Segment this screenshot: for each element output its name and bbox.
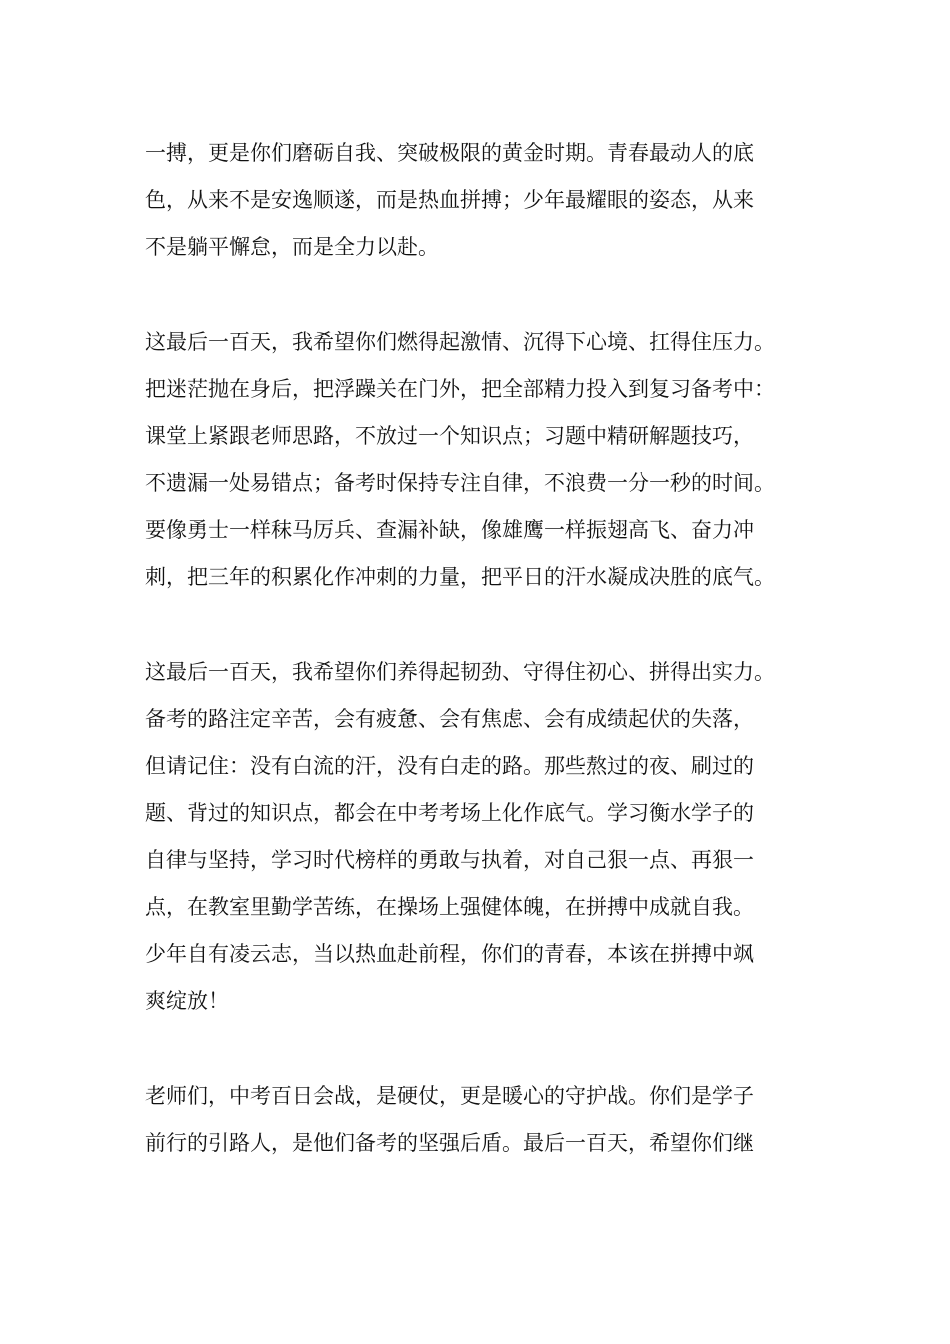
- text-line: 备考的路注定辛苦，会有疲惫、会有焦虑、会有成绩起伏的失落，: [145, 707, 754, 731]
- text-line: 这最后一百天，我希望你们养得起韧劲、守得住初心、拼得出实力。: [145, 660, 775, 684]
- text-line: 但请记住：没有白流的汗，没有白走的路。那些熬过的夜、刷过的: [145, 754, 754, 778]
- text-line: 前行的引路人，是他们备考的坚强后盾。最后一百天，希望你们继: [145, 1131, 754, 1155]
- text-line: 把迷茫抛在身后，把浮躁关在门外，把全部精力投入到复习备考中：: [145, 377, 775, 401]
- text-line: 不是躺平懈怠，而是全力以赴。: [145, 235, 439, 259]
- text-line: 一搏，更是你们磨砺自我、突破极限的黄金时期。青春最动人的底: [145, 141, 754, 165]
- text-line: 色，从来不是安逸顺遂，而是热血拼搏；少年最耀眼的姿态，从来: [145, 188, 754, 212]
- document-body: [145, 130, 825, 1215]
- paragraph-1: [145, 130, 825, 271]
- text-line: 少年自有凌云志，当以热血赴前程，你们的青春，本该在拼搏中飒: [145, 942, 754, 966]
- paragraph-4: [145, 1073, 825, 1167]
- text-line: 自律与坚持，学习时代榜样的勇敢与执着，对自己狠一点、再狠一: [145, 848, 754, 872]
- text-line: 老师们，中考百日会战，是硬仗，更是暖心的守护战。你们是学子: [145, 1084, 754, 1108]
- text-line: 点，在教室里勤学苦练，在操场上强健体魄，在拼搏中成就自我。: [145, 895, 754, 919]
- text-line: 要像勇士一样秣马厉兵、查漏补缺，像雄鹰一样振翅高飞、奋力冲: [145, 518, 754, 542]
- text-line: 课堂上紧跟老师思路，不放过一个知识点；习题中精研解题技巧，: [145, 424, 754, 448]
- text-line: 不遗漏一处易错点；备考时保持专注自律，不浪费一分一秒的时间。: [145, 471, 775, 495]
- paragraph-3: [145, 649, 825, 1025]
- text-line: 刺，把三年的积累化作冲刺的力量，把平日的汗水凝成决胜的底气。: [145, 565, 775, 589]
- paragraph-2: [145, 319, 825, 601]
- text-line: 爽绽放！: [145, 989, 229, 1013]
- text-line: 这最后一百天，我希望你们燃得起激情、沉得下心境、扛得住压力。: [145, 330, 775, 354]
- text-line: 题、背过的知识点，都会在中考考场上化作底气。学习衡水学子的: [145, 801, 754, 825]
